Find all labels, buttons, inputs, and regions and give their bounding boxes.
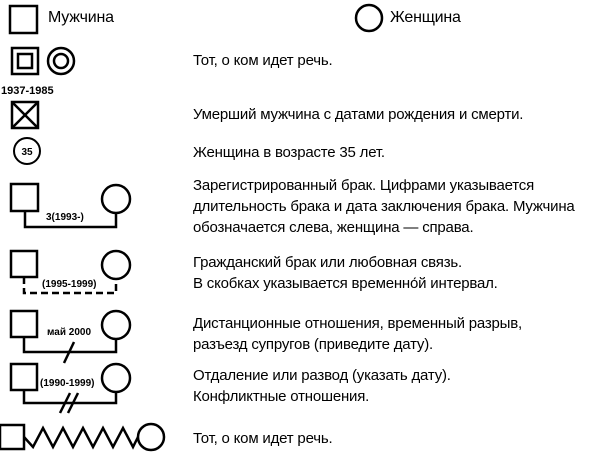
subject-male-inner-square [18,54,32,68]
description-line: Отдаление или развод (указать дату). [193,367,451,384]
description-line: Зарегистрированный брак. Цифрами указывается [193,177,535,194]
description-line: Тот, о ком идет речь. [193,52,333,69]
marriage-duration-label: 3(1993-) [46,212,84,223]
conflict-description [193,428,332,449]
divorce-female-circle [102,364,130,392]
description-line: длительность брака и дата заключения брака. Мужчина [193,198,575,215]
divorce-line [24,390,116,403]
subject-female-outer-circle [48,48,74,74]
conflict-female-circle [138,424,164,450]
female-age-label: 35 [21,147,33,158]
male-square-symbol [10,6,37,33]
wife-circle [102,185,130,213]
subject-female-inner-circle [54,54,68,68]
description-line: разъезд супругов (приведите дату). [193,336,433,353]
deceased-description [193,104,523,125]
description-line: Конфликтные отношения. [193,388,370,405]
civil-marriage-description [193,252,498,294]
description-line: В скобках указывается временно́й интервал. [193,275,498,292]
partner-male-square [11,251,37,277]
female-circle-symbol [356,5,382,31]
male-legend-label: Мужчина [48,9,114,26]
conflict-zigzag-line [24,428,138,447]
civil-union-dates-label: (1995-1999) [42,279,97,290]
distant-male-square [11,311,37,337]
distant-female-circle [102,311,130,339]
description-line: Гражданский брак или любовная связь. [193,254,462,271]
partner-female-circle [102,251,130,279]
description-line: Женщина в возрасте 35 лет. [193,144,385,161]
female-legend-label: Женщина [390,9,461,26]
deceased-dates-label: 1937-1985 [1,85,54,97]
description-line: Умерший мужчина с датами рождения и смерти. [193,106,524,123]
divorce-male-square [11,364,37,390]
divorce-dates-label: (1990-1999) [40,378,95,389]
distant-date-label: май 2000 [47,327,91,338]
description-line: обозначается слева, женщина — справа. [193,219,474,236]
distant-relations-description [193,313,522,355]
female-age-description [193,142,385,163]
registered-marriage-description [193,175,575,238]
description-line: Тот, о ком идет речь. [193,430,333,447]
conflict-male-square [0,425,24,449]
subject-male-outer-square [12,48,38,74]
description-line: Дистанционные отношения, временный разрыв, [193,315,522,332]
separation-description [193,365,451,407]
subject-description [193,50,332,71]
husband-square [11,184,38,211]
